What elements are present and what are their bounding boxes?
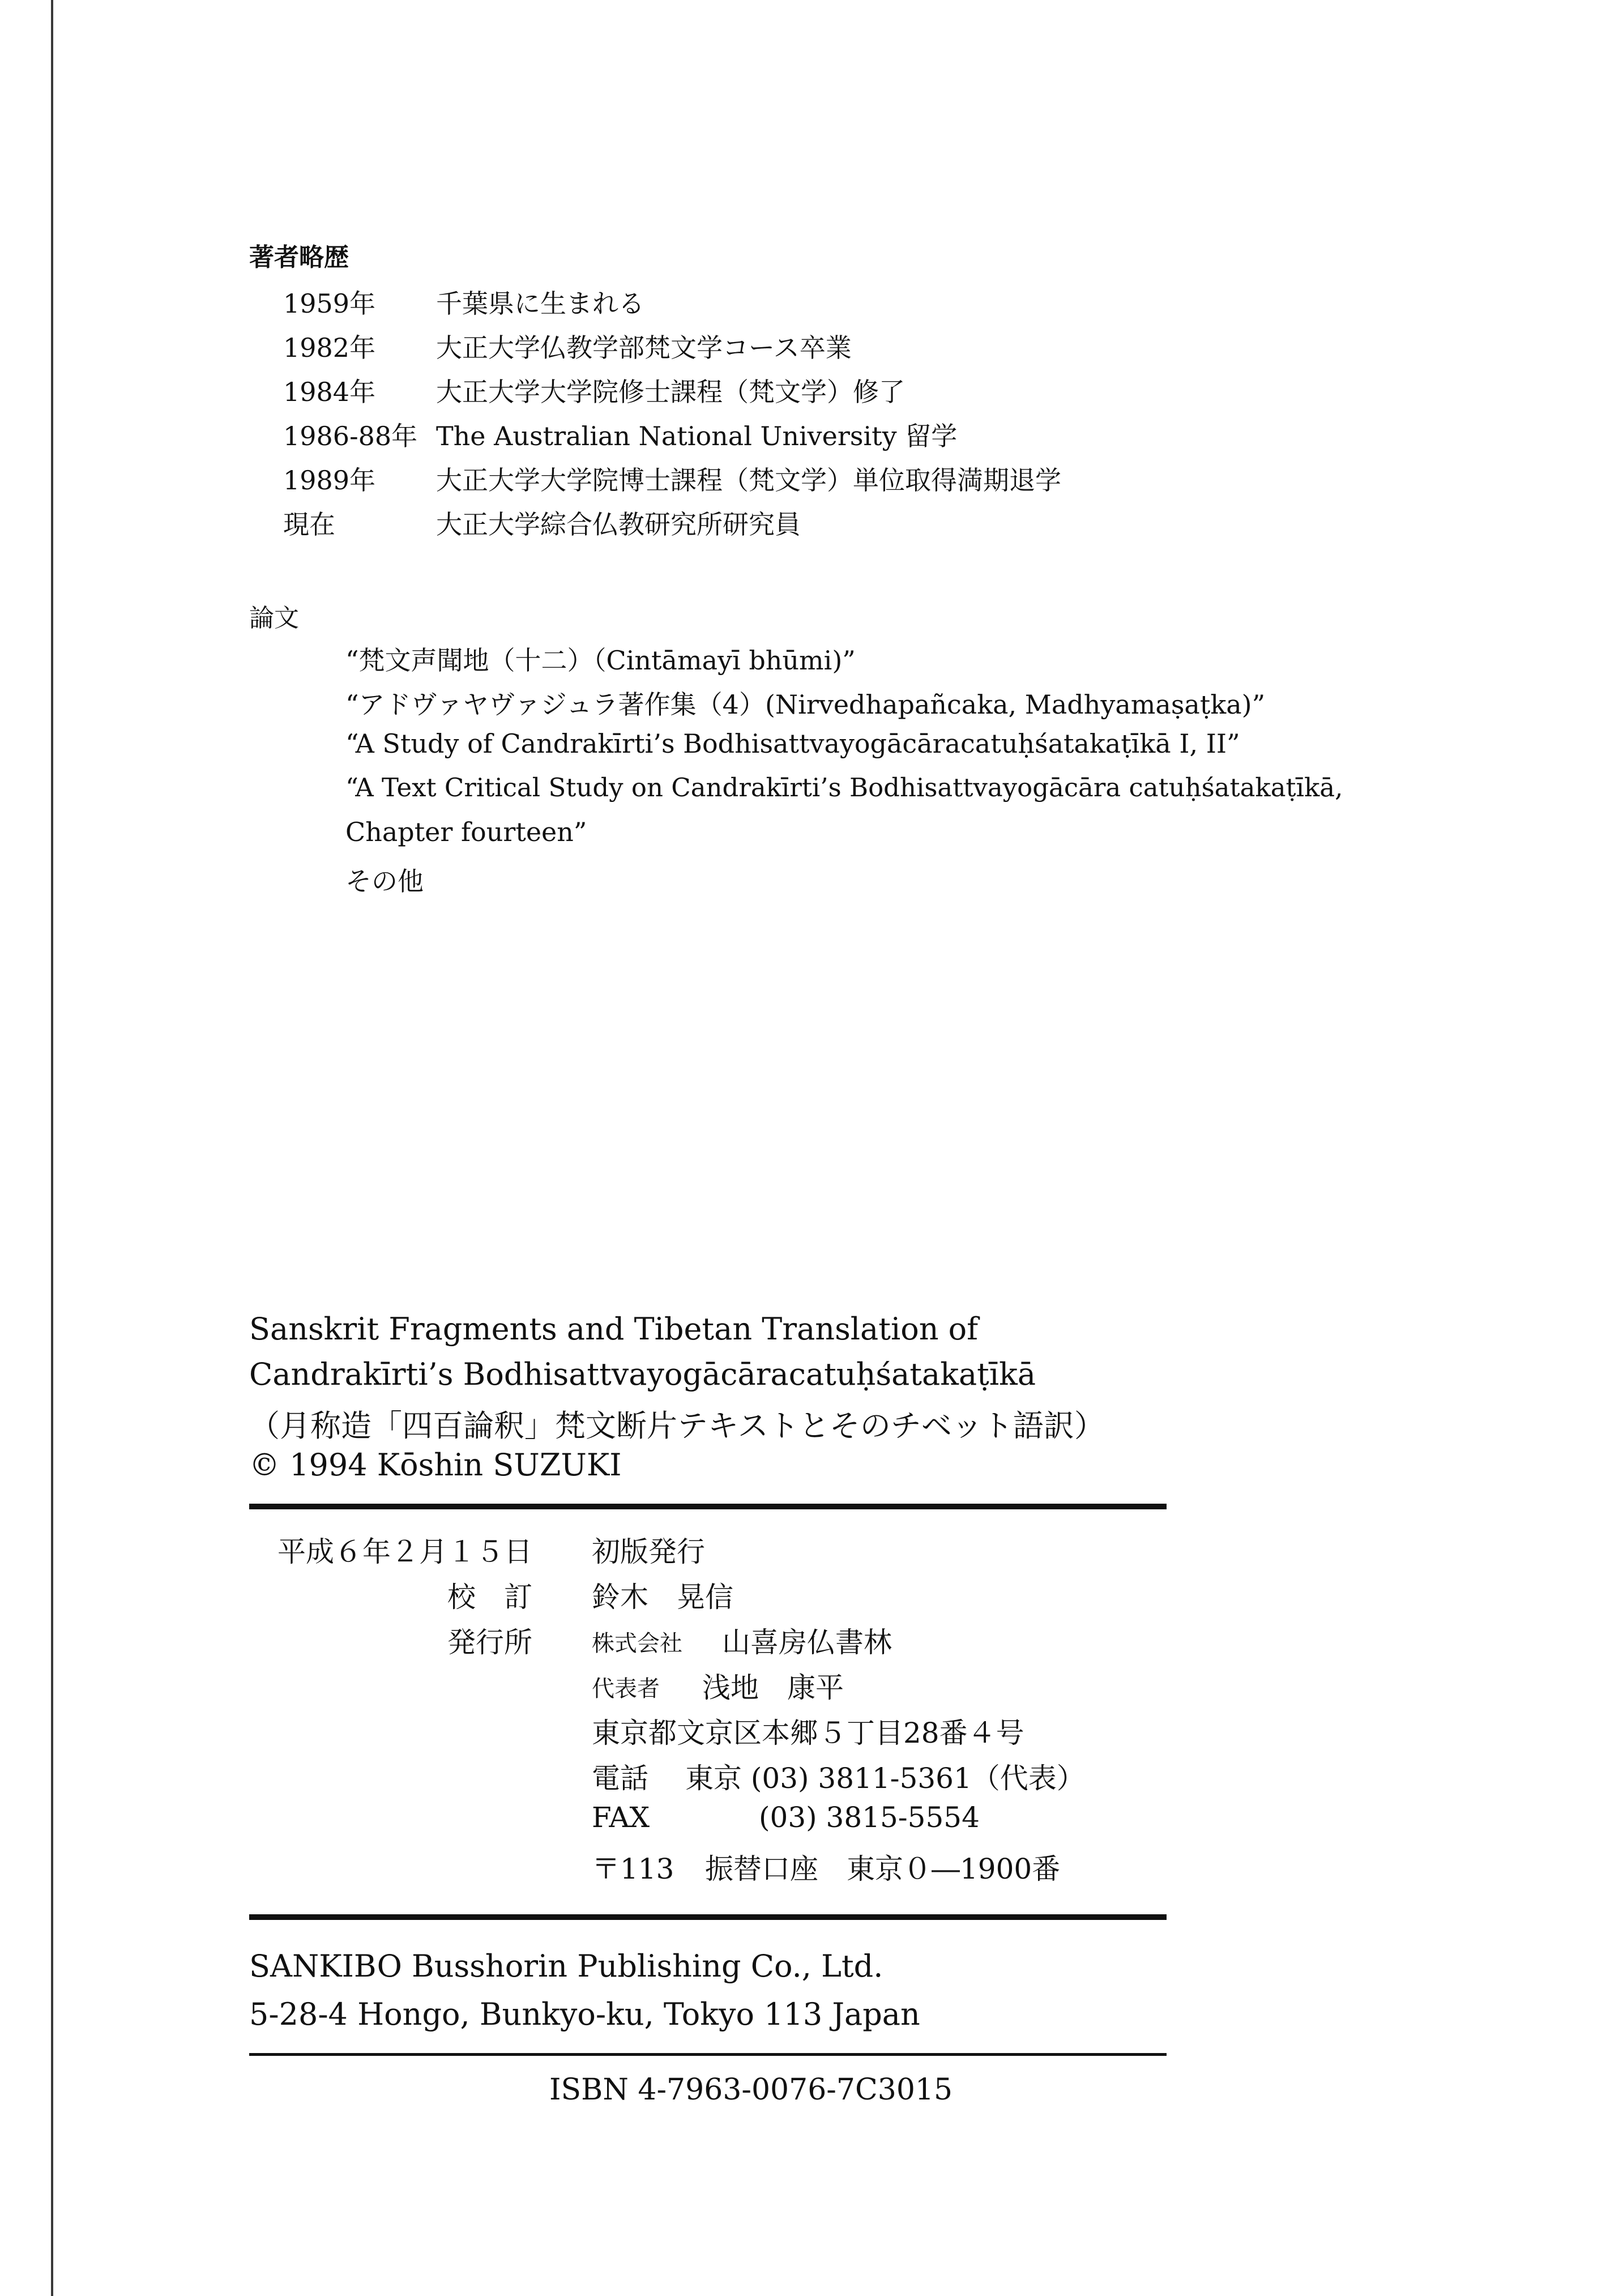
publisher-address: 東京都文京区本郷５丁目28番４号: [592, 1717, 1024, 1749]
bio-year: 1982年: [283, 332, 376, 363]
page-edge-line: [51, 0, 53, 2296]
bio-event: 千葉県に生まれる: [436, 288, 644, 319]
bio-event: 大正大学大学院修士課程（梵文学）修了: [436, 377, 905, 407]
bio-year: 現在: [283, 509, 335, 540]
publisher-name: 山喜房仏書林: [722, 1626, 892, 1659]
bio-event: The Australian National University 留学: [436, 421, 958, 451]
fax-number: (03) 3815-5554: [759, 1801, 980, 1834]
representative-label: 代表者: [592, 1676, 660, 1702]
edition: 初版発行: [592, 1535, 705, 1568]
copyright: © 1994 Kōshin SUZUKI: [249, 1447, 622, 1483]
phone-number: 東京 (03) 3811-5361（代表）: [685, 1762, 1085, 1795]
publisher-name-en: SANKIBO Busshorin Publishing Co., Ltd.: [249, 1948, 883, 1984]
representative-name: 浅地 康平: [702, 1671, 844, 1704]
papers-heading: 論文: [249, 604, 299, 633]
editor-label: 校 訂: [447, 1581, 532, 1614]
editor-name: 鈴木 晃信: [592, 1581, 733, 1614]
publisher-address-en: 5-28-4 Hongo, Bunkyo-ku, Tokyo 113 Japan: [249, 1996, 920, 2032]
bio-heading: 著者略歴: [249, 243, 349, 272]
publication-date: 平成６年２月１５日: [277, 1535, 532, 1568]
isbn: ISBN 4-7963-0076-7C3015: [549, 2073, 953, 2107]
paper-item: Chapter fourteen”: [345, 817, 587, 847]
bio-year: 1989年: [283, 465, 376, 496]
fax-label: FAX: [592, 1801, 650, 1834]
postal-code: 〒113: [592, 1853, 674, 1885]
phone-label: 電話: [592, 1762, 648, 1795]
book-title-line1: Sanskrit Fragments and Tibetan Translation of: [249, 1311, 979, 1347]
publisher-label: 発行所: [447, 1626, 532, 1659]
divider-thick: [249, 1504, 1167, 1509]
paper-item: その他: [345, 866, 424, 897]
book-title-japanese: （月称造「四百論釈」梵文断片テキストとそのチベット語訳）: [249, 1408, 1105, 1444]
paper-item: “アドヴァヤヴァジュラ著作集（4）(Nirvedhapañcaka, Madhyamaṣaṭka)”: [345, 689, 1266, 720]
bio-event: 大正大学仏教学部梵文学コース卒業: [436, 332, 852, 363]
paper-item: “A Text Critical Study on Candrakīrti’s Bodhisattvayogācāra catuḥśatakaṭīkā,: [345, 773, 1343, 803]
bio-year: 1984年: [283, 377, 376, 407]
publisher-prefix: 株式会社: [592, 1631, 682, 1657]
divider-thin: [249, 2053, 1167, 2056]
transfer-account: 振替口座 東京０―1900番: [705, 1853, 1061, 1885]
paper-item: “梵文声聞地（十二）（Cintāmayī bhūmi)”: [345, 645, 856, 676]
bio-year: 1959年: [283, 288, 376, 319]
book-title-line2: Candrakīrti’s Bodhisattvayogācāracatuḥśatakaṭīkā: [249, 1356, 1036, 1392]
bio-event: 大正大学綜合仏教研究所研究員: [436, 509, 801, 540]
bio-event: 大正大学大学院博士課程（梵文学）単位取得満期退学: [436, 465, 1061, 496]
paper-item: “A Study of Candrakīrti’s Bodhisattvayogācāracatuḥśatakaṭīkā I, II”: [345, 728, 1240, 759]
bio-year: 1986-88年: [283, 421, 418, 451]
divider-thick: [249, 1914, 1167, 1920]
